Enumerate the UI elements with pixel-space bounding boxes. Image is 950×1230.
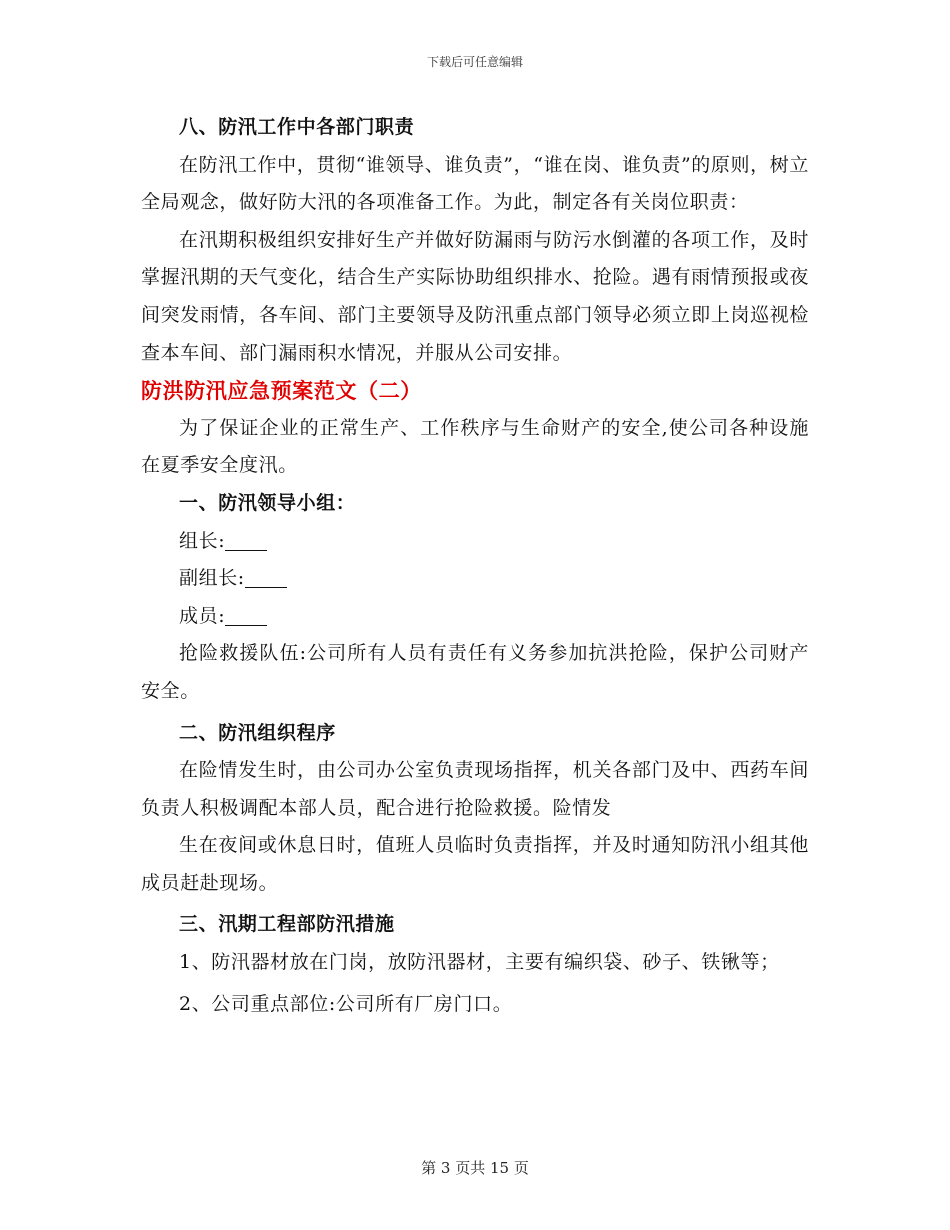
group-member-blank [225,607,267,626]
section-heading-leadership-group: 一、防汛领导小组： [179,491,356,514]
paragraph-procedure-1: 在险情发生时，由公司办公室负责现场指挥，机关各部门及中、西药车间负责人积极调配本部人员，配合进行抢险救援。险情发 [141,759,809,819]
group-deputy-blank [245,569,287,588]
group-leader-blank [225,532,267,551]
paragraph-rescue-team: 抢险救援队伍:公司所有人员有责任有义务参加抗洪抢险，保护公司财产安全。 [141,642,809,702]
page-header-note: 下载后可任意编辑 [426,55,523,69]
paragraph-intro: 为了保证企业的正常生产、工作秩序与生命财产的安全,使公司各种设施在夏季安全度汛。 [141,416,809,477]
paragraph-procedure-2: 生在夜间或休息日时，值班人员临时负责指挥，并及时通知防汛小组其他成员赶赴现场。 [141,834,809,894]
group-deputy-label: 副组长: [179,567,245,590]
group-leader-line [141,523,809,561]
section-heading-duties: 八、防汛工作中各部门职责 [179,116,415,138]
group-member-label: 成员: [179,604,226,627]
measure-item-2: 2、公司重点部位:公司所有厂房门口。 [179,992,513,1015]
page-number-footer: 第 3 页共 15 页 [421,1159,529,1177]
paragraph-principles: 在防汛工作中，贯彻“谁领导、谁负责”，“谁在岗、谁负责”的原则，树立全局观念，做好防大汛的各项准备工作。为此，制定各有关岗位职责： [141,153,809,214]
section-heading-procedure: 二、防汛组织程序 [179,721,336,744]
document-title: 防洪防汛应急预案范文（二） [141,378,422,404]
document-body [141,109,809,1023]
paragraph-flood-season-duties: 在汛期积极组织安排好生产并做好防漏雨与防污水倒灌的各项工作，及时掌握汛期的天气变化，结合生产实际协助组织排水、抢险。遇有雨情预报或夜间突发雨情，各车间、部门主要领导及防汛重点部门领导必须立即上岗巡视检查本车间、部门漏雨积水情况，并服从公司安排。 [141,228,809,364]
measure-item-1: 1、防汛器材放在门岗，放防汛器材，主要有编织袋、砂子、铁锹等； [179,951,780,974]
group-deputy-line [141,560,809,598]
group-leader-label: 组长: [179,529,226,552]
section-heading-measures: 三、汛期工程部防汛措施 [179,913,395,936]
group-member-line [141,598,809,636]
